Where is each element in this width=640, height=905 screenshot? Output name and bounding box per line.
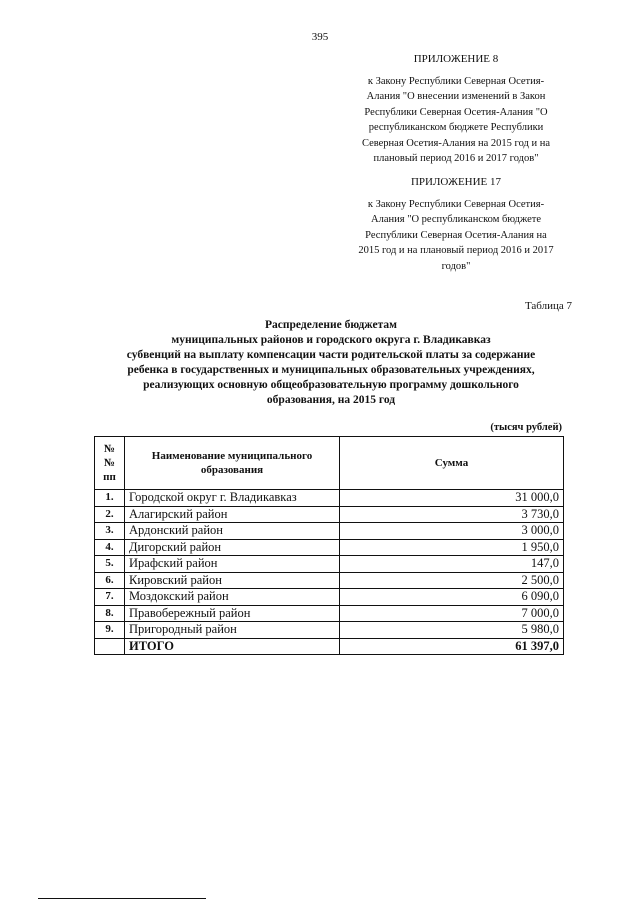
row-number: 8. <box>95 605 125 622</box>
row-number: 6. <box>95 572 125 589</box>
appendix-17-line: Алания "О республиканском бюджете <box>371 214 541 225</box>
row-name: Пригородный район <box>125 622 340 639</box>
row-amount: 7 000,0 <box>340 605 564 622</box>
total-label: ИТОГО <box>125 638 340 655</box>
table-row <box>95 622 564 639</box>
row-name: Моздокский район <box>125 589 340 606</box>
footer-rule <box>38 898 206 899</box>
appendix-8-line: к Закону Республики Северная Осетия- <box>367 75 545 87</box>
title-line: субвенций на выплату компенсации части родительской платы за содержание <box>126 349 536 361</box>
table-row <box>95 539 564 556</box>
table-row <box>95 523 564 540</box>
total-row <box>95 638 564 655</box>
appendix-17-line: к Закону Республики Северная Осетия- <box>367 198 545 210</box>
appendix-8-line: плановый период 2016 и 2017 годов" <box>373 153 539 164</box>
table-row <box>95 506 564 523</box>
table-row <box>95 605 564 622</box>
row-name: Алагирский район <box>125 506 340 523</box>
row-amount: 147,0 <box>340 556 564 573</box>
row-number: 9. <box>95 622 125 639</box>
row-number: 3. <box>95 523 125 540</box>
units-label: (тысяч рублей) <box>490 422 562 433</box>
appendix-8-line: Северная Осетия-Алания на 2015 год и на <box>361 137 551 149</box>
table-row <box>95 572 564 589</box>
row-amount: 31 000,0 <box>340 490 564 507</box>
header-name: Наименование муниципального образования <box>125 437 340 490</box>
row-amount: 2 500,0 <box>340 572 564 589</box>
table-row <box>95 490 564 507</box>
document-title <box>70 318 592 408</box>
table-number: Таблица 7 <box>524 300 572 312</box>
budget-table <box>94 436 564 655</box>
appendix-17-line: годов" <box>441 260 471 272</box>
table-row <box>95 589 564 606</box>
total-number <box>95 638 125 655</box>
row-amount: 1 950,0 <box>340 539 564 556</box>
table-row <box>95 556 564 573</box>
appendix-17-heading: ПРИЛОЖЕНИЕ 17 <box>410 176 502 188</box>
appendix-17-line: 2015 год и на плановый период 2016 и 2017 <box>358 245 554 256</box>
row-amount: 3 000,0 <box>340 523 564 540</box>
appendix-8-block <box>338 52 574 167</box>
appendix-8-heading: ПРИЛОЖЕНИЕ 8 <box>413 53 499 65</box>
title-line: муниципальных районов и городского округа г. Владикавказ <box>171 334 491 346</box>
row-number: 2. <box>95 506 125 523</box>
appendix-17-line: Республики Северная Осетия-Алания на <box>365 229 547 241</box>
row-number: 1. <box>95 490 125 507</box>
appendix-8-line: республиканском бюджете Республики <box>368 122 544 133</box>
header-amount: Сумма <box>340 437 564 490</box>
appendix-8-line: Республики Северная Осетия-Алания "О <box>364 106 548 118</box>
title-line: образования, на 2015 год <box>266 394 396 406</box>
row-name: Ардонский район <box>125 523 340 540</box>
page-number: 395 <box>311 31 329 43</box>
title-line: ребенка в государственных и муниципальных образовательных учреждениях, <box>127 364 535 376</box>
row-amount: 5 980,0 <box>340 622 564 639</box>
header-number: №№ пп <box>95 437 125 490</box>
row-number: 4. <box>95 539 125 556</box>
row-number: 7. <box>95 589 125 606</box>
row-name: Кировский район <box>125 572 340 589</box>
appendix-8-line: Алания "О внесении изменений в Закон <box>366 91 546 102</box>
title-line: Распределение бюджетам <box>265 319 397 331</box>
row-name: Дигорский район <box>125 539 340 556</box>
row-number: 5. <box>95 556 125 573</box>
row-name: Городской округ г. Владикавказ <box>125 490 340 507</box>
row-amount: 6 090,0 <box>340 589 564 606</box>
total-amount: 61 397,0 <box>340 638 564 655</box>
row-name: Ирафский район <box>125 556 340 573</box>
title-line: реализующих основную общеобразовательную программу дошкольного <box>143 379 519 391</box>
table-header-row <box>95 437 564 490</box>
row-name: Правобережный район <box>125 605 340 622</box>
appendix-17-block <box>338 175 574 274</box>
row-amount: 3 730,0 <box>340 506 564 523</box>
